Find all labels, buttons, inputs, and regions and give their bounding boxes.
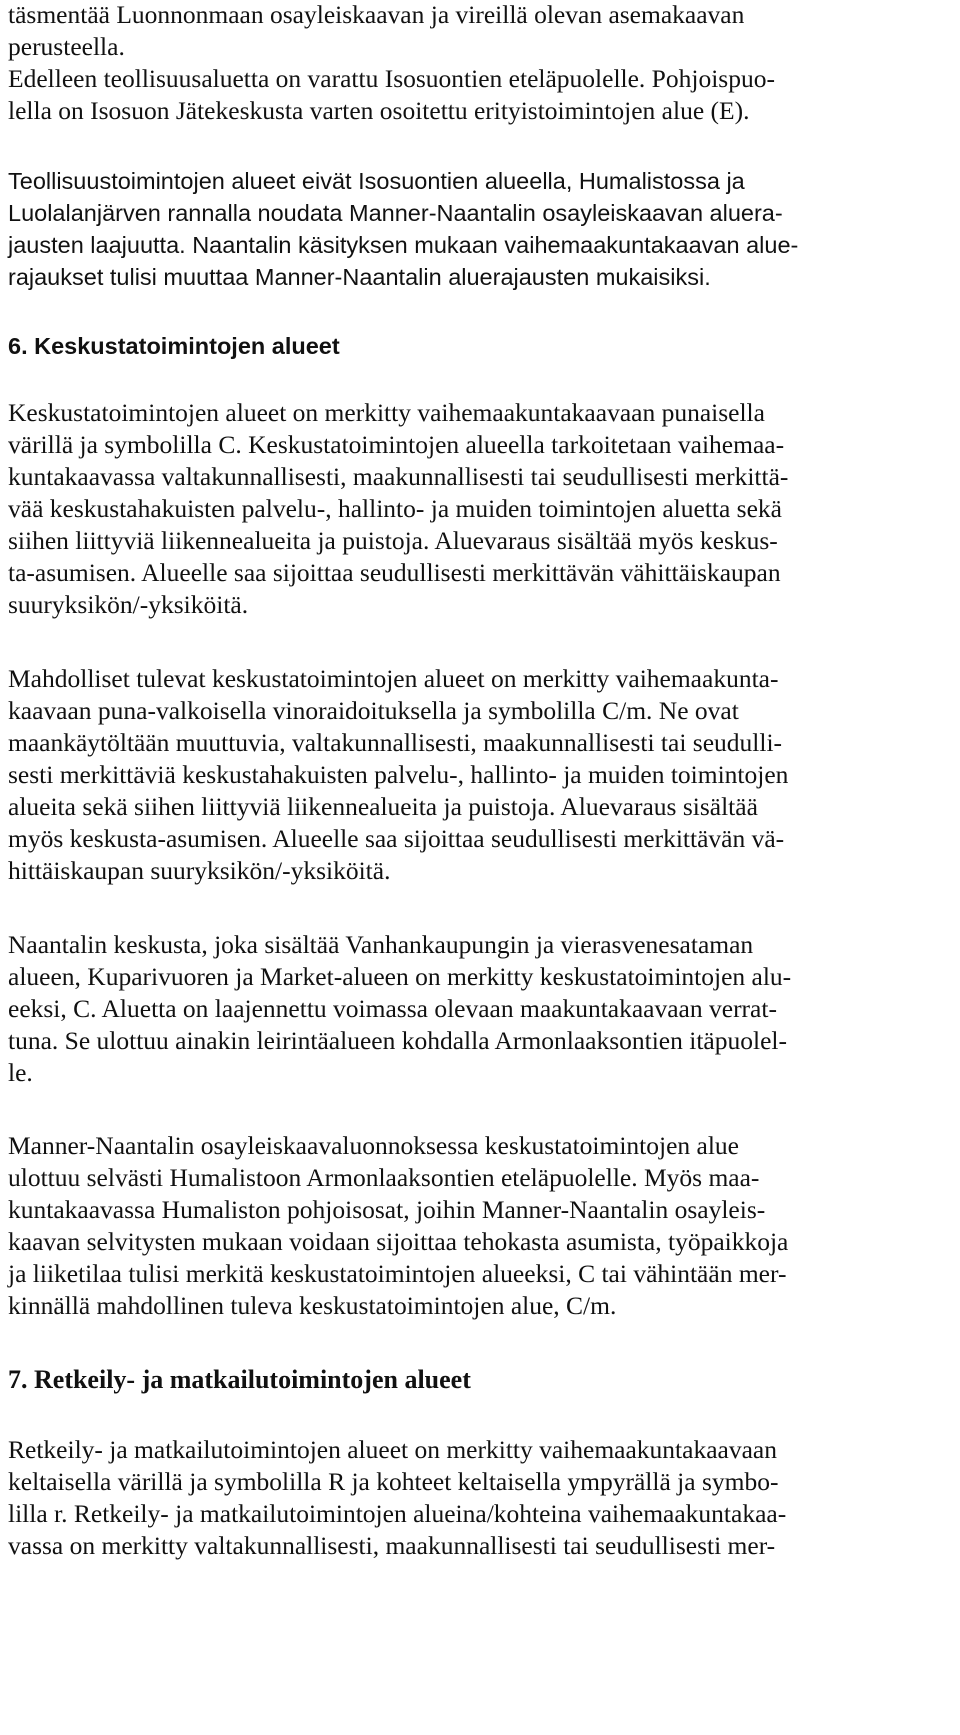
- text-line: vää keskustahakuisten palvelu-, hallinto- ja muiden toimintojen aluetta sekä: [8, 494, 782, 523]
- text-line: jausten laajuutta. Naantalin käsityksen mukaan vaihemaakuntakaavan alue-: [8, 232, 799, 258]
- text-line: Keskustatoimintojen alueet on merkitty vaihemaakuntakaavaan punaisella: [8, 398, 765, 427]
- text-line: perusteella.: [8, 32, 125, 61]
- text-line: Retkeily- ja matkailutoimintojen alueet on merkitty vaihemaakuntakaavaan: [8, 1435, 777, 1464]
- text-line: Luolalanjärven rannalla noudata Manner-Naantalin osayleiskaavan aluera-: [8, 200, 783, 226]
- text-line: suuryksikön/-yksiköitä.: [8, 590, 249, 619]
- text-line: myös keskusta-asumisen. Alueelle saa sijoittaa seudullisesti merkittävän vä-: [8, 824, 785, 853]
- text-line: ja liiketilaa tulisi merkitä keskustatoimintojen alueeksi, C tai vähintään mer-: [8, 1259, 787, 1288]
- text-line: Teollisuustoimintojen alueet eivät Isosuontien alueella, Humalistossa ja: [8, 168, 745, 194]
- text-line: le.: [8, 1058, 33, 1087]
- text-line: Edelleen teollisuusaluetta on varattu Isosuontien eteläpuolelle. Pohjoispuo-: [8, 64, 775, 93]
- text-line: lilla r. Retkeily- ja matkailutoimintojen alueina/kohteina vaihemaakuntakaa-: [8, 1499, 787, 1528]
- text-line: täsmentää Luonnonmaan osayleiskaavan ja vireillä olevan asemakaavan: [8, 0, 745, 29]
- text-line: maankäytöltään muuttuvia, valtakunnallisesti, maakunnallisesti tai seudulli-: [8, 728, 783, 757]
- text-line: Naantalin keskusta, joka sisältää Vanhankaupungin ja vierasvenesataman: [8, 930, 754, 959]
- text-line: kuntakaavassa Humaliston pohjoisosat, joihin Manner-Naantalin osayleis-: [8, 1195, 766, 1224]
- section-heading: 6. Keskustatoimintojen alueet: [8, 333, 340, 359]
- text-line: Manner-Naantalin osayleiskaavaluonnoksessa keskustatoimintojen alue: [8, 1131, 739, 1160]
- text-line: Mahdolliset tulevat keskustatoimintojen alueet on merkitty vaihemaakunta-: [8, 664, 779, 693]
- text-line: vassa on merkitty valtakunnallisesti, maakunnallisesti tai seudullisesti mer-: [8, 1531, 776, 1560]
- text-line: tuna. Se ulottuu ainakin leirintäalueen kohdalla Armonlaaksontien itäpuolel-: [8, 1026, 787, 1055]
- text-line: lella on Isosuon Jätekeskusta varten osoitettu erityistoimintojen alue (E).: [8, 96, 750, 125]
- text-line: alueen, Kuparivuoren ja Market-alueen on merkitty keskustatoimintojen alu-: [8, 962, 792, 991]
- text-line: värillä ja symbolilla C. Keskustatoimintojen alueella tarkoitetaan vaihemaa-: [8, 430, 785, 459]
- text-line: kaavan selvitysten mukaan voidaan sijoittaa tehokasta asumista, työpaikkoja: [8, 1227, 789, 1256]
- text-line: ta-asumisen. Alueelle saa sijoittaa seudullisesti merkittävän vähittäiskaupan: [8, 558, 781, 587]
- text-line: kaavaan puna-valkoisella vinoraidoituksella ja symbolilla C/m. Ne ovat: [8, 696, 739, 725]
- text-line: kuntakaavassa valtakunnallisesti, maakunnallisesti tai seudullisesti merkittä-: [8, 462, 789, 491]
- text-line: sesti merkittäviä keskustahakuisten palvelu-, hallinto- ja muiden toimintojen: [8, 760, 789, 789]
- text-line: alueita sekä siihen liittyviä liikennealueita ja puistoja. Aluevaraus sisältää: [8, 792, 758, 821]
- text-line: siihen liittyviä liikennealueita ja puistoja. Aluevaraus sisältää myös keskus-: [8, 526, 778, 555]
- text-line: kinnällä mahdollinen tuleva keskustatoimintojen alue, C/m.: [8, 1291, 617, 1320]
- text-line: rajaukset tulisi muuttaa Manner-Naantalin aluerajausten mukaisiksi.: [8, 264, 711, 290]
- text-line: keltaisella värillä ja symbolilla R ja kohteet keltaisella ympyrällä ja symbo-: [8, 1467, 779, 1496]
- text-line: ulottuu selvästi Humalistoon Armonlaaksontien eteläpuolelle. Myös maa-: [8, 1163, 760, 1192]
- text-line: eeksi, C. Aluetta on laajennettu voimassa olevaan maakuntakaavaan verrat-: [8, 994, 777, 1023]
- section-heading: 7. Retkeily- ja matkailutoimintojen alueet: [8, 1365, 471, 1394]
- text-line: hittäiskaupan suuryksikön/-yksiköitä.: [8, 856, 391, 885]
